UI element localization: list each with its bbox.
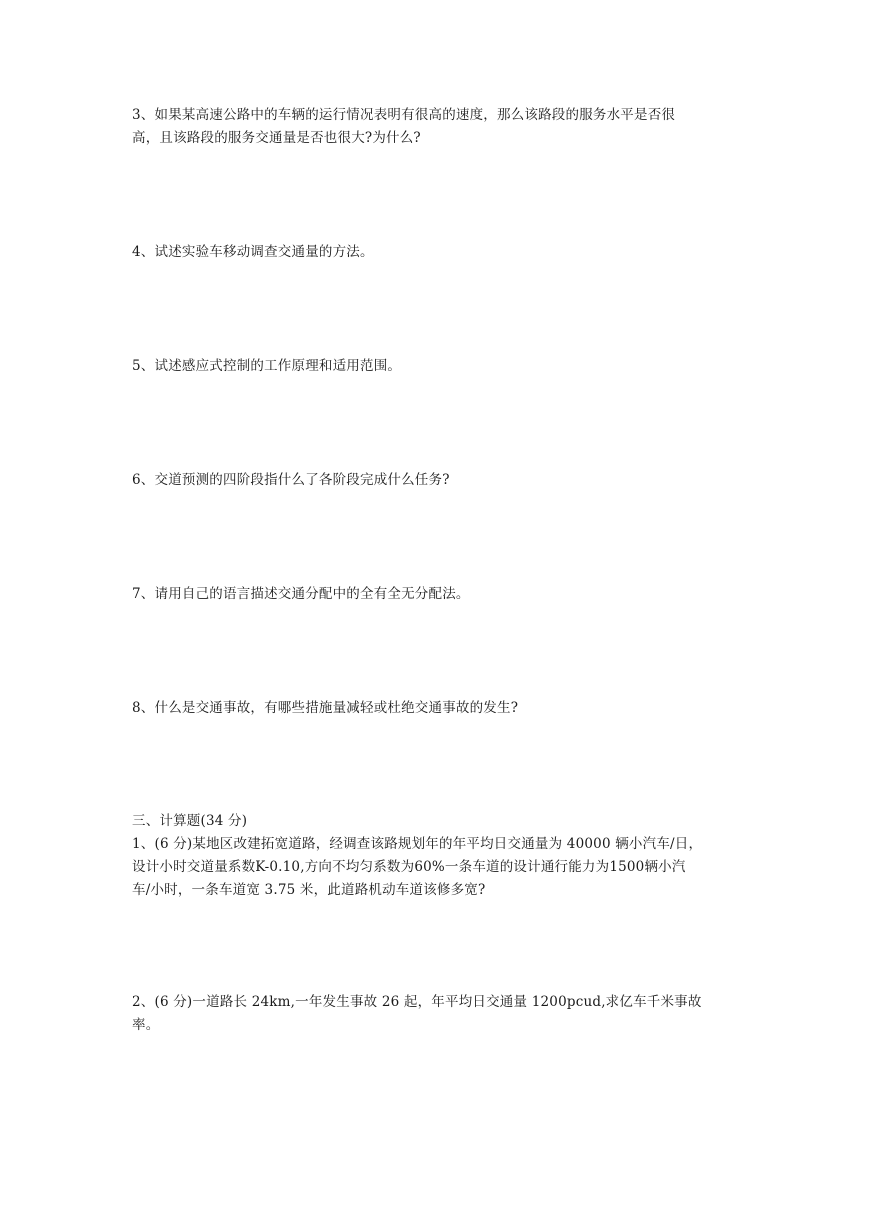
question-8: 8、什么是交通事故，有哪些措施量减轻或杜绝交通事故的发生?	[132, 700, 519, 716]
question-7: 7、请用自己的语言描述交通分配中的全有全无分配法。	[132, 586, 470, 602]
question-6: 6、交道预测的四阶段指什么了各阶段完成什么任务?	[132, 472, 450, 488]
question-4: 4、试述实验车移动调查交通量的方法。	[132, 244, 374, 260]
problem-1-line-1: 1、(6 分)某地区改建拓宽道路，经调查该路规划年的年平均日交通量为 40000 辆小汽车/日，	[132, 836, 703, 852]
section-three-heading: 三、计算题(34 分)	[132, 813, 248, 829]
problem-1-line-3: 车/小时，一条车道宽 3.75 米，此道路机动车道该修多宽?	[132, 882, 486, 898]
problem-1-line-2: 设计小时交道量系数K-0.10,方向不均匀系数为60%一条车道的设计通行能力为1500辆小汽	[132, 859, 686, 875]
question-3-line-2: 高，且该路段的服务交通量是否也很大?为什么?	[132, 130, 421, 146]
problem-2-line-1: 2、(6 分)一道路长 24km,一年发生事故 26 起，年平均日交通量 1200pcud,求亿车千米事故	[132, 994, 702, 1010]
question-3-line-1: 3、如果某高速公路中的车辆的运行情况表明有很高的速度，那么该路段的服务水平是否很	[132, 107, 676, 123]
question-5: 5、试述感应式控制的工作原理和适用范围。	[132, 358, 402, 374]
problem-2-line-2: 率。	[132, 1017, 160, 1033]
